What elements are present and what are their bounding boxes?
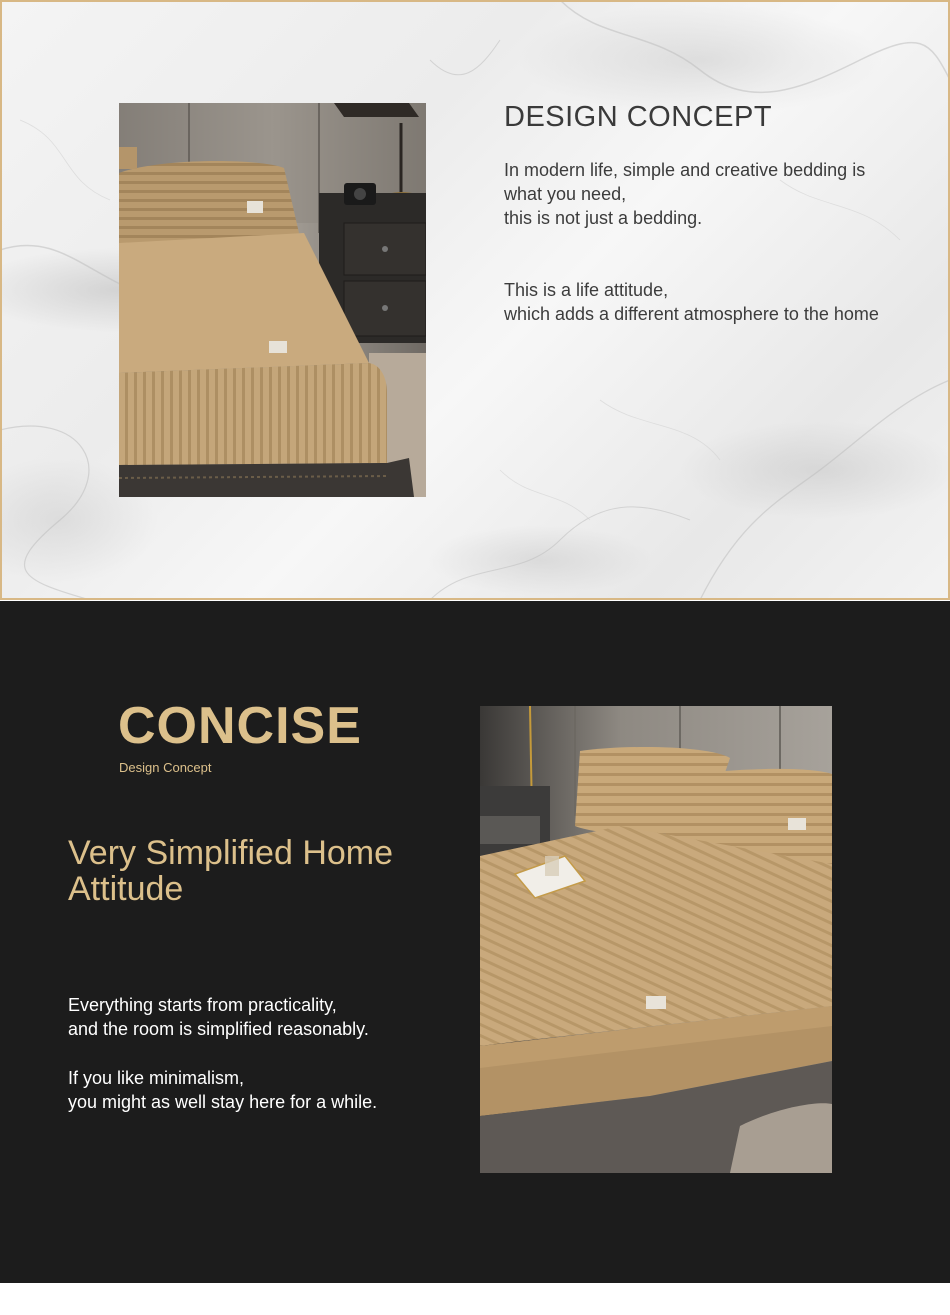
text-line: In modern life, simple and creative bedding is bbox=[504, 160, 866, 180]
text-line: you might as well stay here for a while. bbox=[68, 1092, 378, 1112]
bedding-photo-bed bbox=[480, 706, 832, 1173]
concise-paragraph-2 bbox=[68, 1066, 377, 1114]
design-concept-section bbox=[0, 0, 950, 600]
design-concept-paragraph-1 bbox=[504, 158, 865, 230]
headline-line: Attitude bbox=[68, 870, 184, 908]
text-line: Everything starts from practicality, bbox=[68, 995, 337, 1015]
text-line: this is not just a bedding. bbox=[504, 208, 703, 228]
text-line: This is a life attitude, bbox=[504, 280, 669, 300]
design-concept-heading: DESIGN CONCEPT bbox=[504, 101, 773, 133]
concise-section bbox=[0, 601, 950, 1283]
text-line: and the room is simplified reasonably. bbox=[68, 1019, 369, 1039]
concise-title: CONCISE bbox=[118, 697, 362, 755]
concise-paragraph-1 bbox=[68, 993, 369, 1041]
design-concept-paragraph-2 bbox=[504, 278, 879, 326]
attitude-headline bbox=[68, 835, 393, 907]
text-line: what you need, bbox=[504, 184, 627, 204]
text-line: If you like minimalism, bbox=[68, 1068, 245, 1088]
bedding-photo-bedroom bbox=[119, 103, 426, 497]
headline-line: Very Simplified Home bbox=[68, 834, 394, 872]
text-line: which adds a different atmosphere to the home bbox=[504, 304, 879, 324]
concise-subtitle: Design Concept bbox=[119, 760, 212, 775]
